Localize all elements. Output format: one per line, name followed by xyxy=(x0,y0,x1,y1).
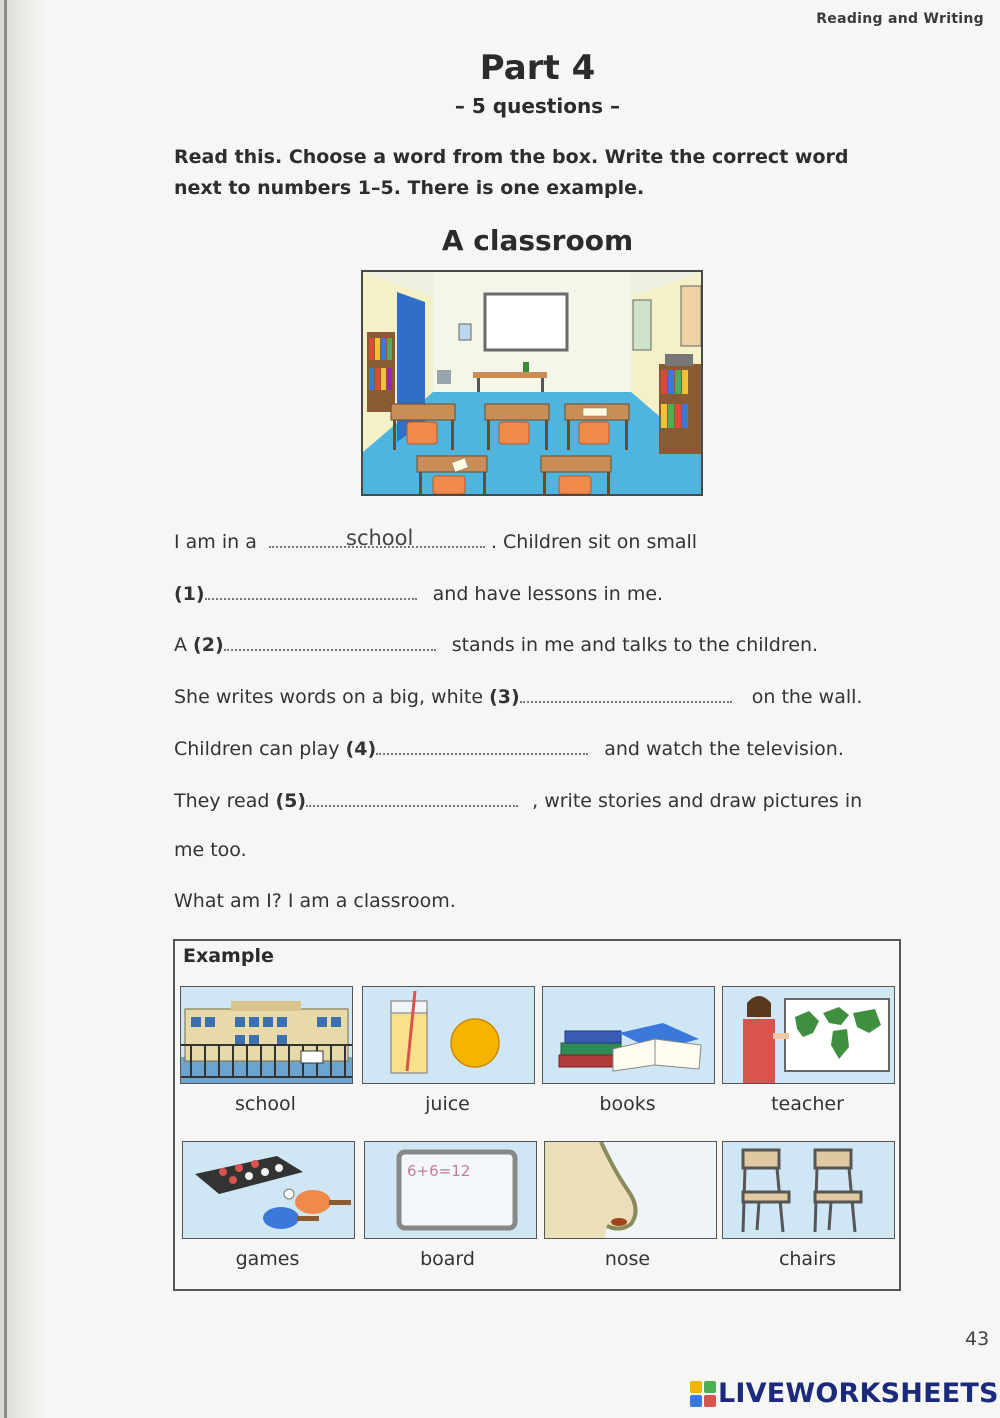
part-subtitle: – 5 questions – xyxy=(454,94,621,118)
part-title: Part 4 xyxy=(479,48,596,88)
story-text: Children can play xyxy=(174,738,340,760)
answer-blank-2[interactable] xyxy=(224,631,436,651)
story-text: stands in me and talks to the children. xyxy=(451,634,819,656)
classroom-illustration xyxy=(361,270,703,496)
word-juice: juice xyxy=(425,1093,470,1115)
story-text: A xyxy=(174,634,187,656)
story-line-5 xyxy=(174,787,862,812)
story-title: A classroom xyxy=(441,224,634,257)
picture-teacher xyxy=(722,986,895,1084)
story-line-3 xyxy=(174,683,862,708)
word-books: books xyxy=(599,1093,656,1115)
page-number: 43 xyxy=(965,1328,990,1350)
example-answer: school xyxy=(346,526,414,550)
story-text: I am in a xyxy=(174,531,257,553)
word-teacher: teacher xyxy=(771,1093,844,1115)
instructions: Read this. Choose a word from the box. Write the correct word next to numbers 1–5. There is one example. xyxy=(174,146,849,199)
story-text: She writes words on a big, white xyxy=(174,686,484,708)
section-header: Reading and Writing xyxy=(816,11,984,27)
story-line-example xyxy=(174,528,697,553)
story-text: on the wall. xyxy=(751,686,863,708)
picture-board xyxy=(364,1141,537,1239)
story-line-6: me too. xyxy=(174,839,247,861)
question-number-2: (2) xyxy=(193,634,224,656)
question-number-4: (4) xyxy=(345,738,377,760)
book-spine-edge xyxy=(4,0,7,1418)
story-line-1 xyxy=(174,580,663,605)
answer-blank-1[interactable] xyxy=(205,580,417,600)
example-label: Example xyxy=(183,945,274,967)
word-nose: nose xyxy=(604,1248,651,1270)
answer-blank-3[interactable] xyxy=(520,683,732,703)
board-text: 6+6=12 xyxy=(407,1162,471,1180)
story-text: They read xyxy=(174,790,270,812)
word-chairs: chairs xyxy=(778,1248,837,1270)
picture-nose xyxy=(544,1141,717,1239)
book-spine-shadow xyxy=(0,0,48,1418)
question-number-5: (5) xyxy=(275,790,307,812)
liveworksheets-logo[interactable] xyxy=(690,1378,999,1409)
story-text: and have lessons in me. xyxy=(432,583,664,605)
word-board: board xyxy=(420,1248,475,1270)
answer-blank-5[interactable] xyxy=(306,787,518,807)
story-text: and watch the television. xyxy=(604,738,844,760)
story-line-7: What am I? I am a classroom. xyxy=(174,890,456,912)
liveworksheets-icon xyxy=(690,1381,716,1407)
question-number-1: (1) xyxy=(174,583,205,605)
picture-books xyxy=(542,986,715,1084)
story-line-2 xyxy=(174,631,818,656)
answer-blank-4[interactable] xyxy=(376,735,588,755)
story-line-4 xyxy=(174,735,844,760)
word-school: school xyxy=(235,1093,296,1115)
liveworksheets-brand: LIVEWORKSHEETS xyxy=(718,1378,999,1409)
word-games: games xyxy=(235,1248,300,1270)
picture-games xyxy=(182,1141,355,1239)
picture-juice xyxy=(362,986,535,1084)
question-number-3: (3) xyxy=(489,686,520,708)
word-box xyxy=(173,939,901,1291)
story-text: , write stories and draw pictures in xyxy=(532,790,863,812)
picture-school xyxy=(180,986,353,1084)
picture-chairs xyxy=(722,1141,895,1239)
story-text: . Children sit on small xyxy=(490,531,698,553)
